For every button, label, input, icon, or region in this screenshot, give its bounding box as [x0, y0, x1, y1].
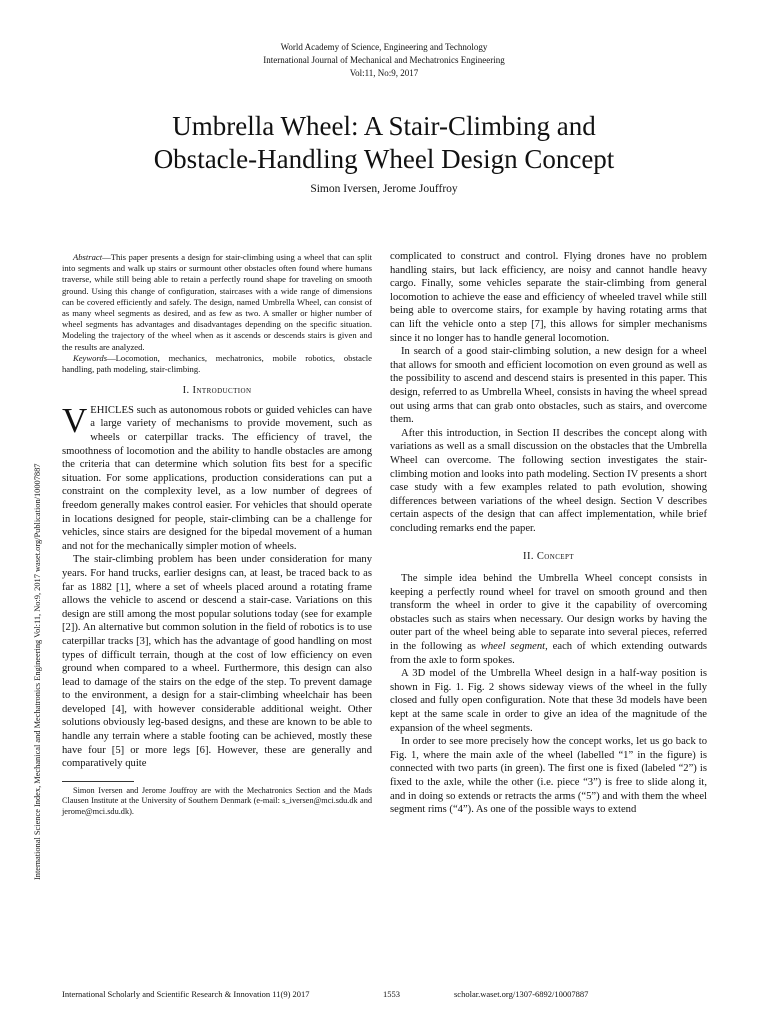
- footer-url: scholar.waset.org/1307-6892/10007887: [454, 989, 589, 999]
- section-heading-concept: II. Concept: [523, 551, 574, 563]
- title-line-1: Umbrella Wheel: A Stair-Climbing and: [172, 111, 596, 141]
- footnote-rule: [62, 781, 134, 782]
- journal-line-2: International Journal of Mechanical and Mechatronics Engineering: [263, 55, 505, 65]
- concept-paragraph-2: A 3D model of the Umbrella Wheel design in a half-way position is shown in Fig. 1. Fig. 2 shows sideway views of the wheel in the fully closed and fully open configuration. Note that these 3d models have been kept at the same scale in order to give an idea of the magnitude of the expansion of the wheel segments.: [390, 668, 707, 734]
- intro-paragraph-cont: complicated to construct and control. Flying drones have no problem handling stairs, but lack efficiency, are noisy and cannot handle heavy cargo. Finally, some vehicles separate the stair-climbing from general locomotion to achieve the ease and efficiency of wheeled travel while still being able to overcome stairs, for example by having rotating arms that can lift the vehicle onto a step [7], this allows for simpler mechanisms since it no longer has to handle general locomotion.: [390, 251, 707, 344]
- journal-line-3: Vol:11, No:9, 2017: [349, 68, 419, 78]
- concept-paragraph-1: The simple idea behind the Umbrella Wheel concept consists in keeping a perfectly round wheel for travel on smooth ground and then transform the wheel in order to give it the capability of overcoming obstacles such as stairs when necessary. Our design works by having the outer part of the wheel being able to separate into several pieces, referred in the following as wheel segment, each of which extending outwards from the axle to form spokes.: [390, 573, 707, 666]
- intro-paragraph-3: In search of a good stair-climbing solution, a new design for a wheel that allows for smooth and efficient locomotion on even ground as well as the possibility to ascend and descend stairs is presented in this paper. This design, referred to as Umbrella Wheel, consists in having the wheel spread out using arms that can grab onto obstacles, such as stairs, and overcome them.: [390, 346, 707, 426]
- authors: Simon Iversen, Jerome Jouffroy: [310, 183, 458, 195]
- right-column: [390, 250, 707, 817]
- side-margin-note: International Science Index, Mechanical and Mechatronics Engineering Vol:11, No:9, 2017 waset.org/Publication/10007887: [33, 463, 42, 880]
- journal-line-1: World Academy of Science, Engineering and Technology: [280, 42, 488, 52]
- concept-paragraph-3: In order to see more precisely how the concept works, let us go back to Fig. 1, where the main axle of the wheel (labelled “1” in the figure) is connected with two parts (in green). The first one is fixed (labeled “2”) is fixed to the axle, while the other (i.e. piece “3”) is free to slide along it, and in doing so extends or retracts the arms (“5”) and with them the wheel segment rims (“4”). As one of the possible ways to extend: [390, 736, 707, 816]
- abstract-text: —This paper presents a design for stair-climbing using a wheel that can split into segments and walk up stairs or surmount other obstacles often found where humans traverse, while still being able to retain a perfectly round shape for traveling on smooth ground. Using this change of configuration, staircases with a wide range of dimensions can be covered efficiently and safely. The design, named Umbrella Wheel, can consist of as many wheel segments as desired, and as few as two. A smaller or higher number of wheel segments has advantages and disadvantages depending on the specific situation. Modeling the trajectory of the wheel when as it ascends or descends stairs is given and the results are analyzed.: [62, 252, 372, 352]
- page-number: 1553: [383, 989, 400, 999]
- intro-paragraph-2: The stair-climbing problem has been under consideration for many years. For hand trucks, earlier designs can, at least, be traced back to as far as 1882 [1], where a set of wheels placed around a rotating frame allows the vehicle to ascend or descend a stair-case. Variations on this design are still among the most popular solutions today (see for example [2]). An alternative but common solution in the field of robotics is to use caterpillar tracks [3], which has the advantage of good handling on most types of difficult terrain, though at the cost of low efficiency on even ground when compared to a wheel. Furthermore, this design can also lead to damage of the stairs on the edge of the step. To prevent damage to the environment, a design for a stair-climbing wheelchair has been developed [4], with however considerable additional weight. Other solutions obviously leg-based designs, and these are known to be able to handle any terrain where a stable footing can be achieved, mostly these have four [5] or more legs [6]. However, these are generally and comparatively quite: [62, 554, 372, 770]
- title-line-2: Obstacle-Handling Wheel Design Concept: [153, 144, 615, 174]
- abstract: [62, 252, 372, 353]
- keywords-label: Keywords: [73, 352, 108, 363]
- paper-title: [0, 110, 768, 176]
- section-heading-introduction: I. Introduction: [182, 385, 252, 397]
- drop-cap: V: [62, 400, 88, 440]
- left-column: [62, 252, 372, 817]
- author-footnote: Simon Iversen and Jerome Jouffroy are with the Mechatronics Section and the Mads Clausen Institute at the University of Southern Denmark (e-mail: s_iversen@mci.sdu.dk and jerome@mci.sdu.dk).: [62, 785, 372, 816]
- keywords-text: —Locomotion, mechanics, mechatronics, mobile robotics, obstacle handling, path modeling, stair-climbing.: [62, 352, 372, 375]
- intro-paragraph-4: After this introduction, in Section II describes the concept along with variations as well as a small discussion on the obstacles that the Umbrella Wheel can overcome. The following section investigates the stair-climbing motion and looks into path modeling. Section IV presents a short case study with a few examples related to path evolution, showing differences between variations of the wheel design. Section V describes certain aspects of the design that can affect implementation, while brief concluding remarks end the paper.: [390, 427, 707, 534]
- abstract-label: Abstract: [73, 252, 103, 262]
- footer-citation: International Scholarly and Scientific Research & Innovation 11(9) 2017: [62, 989, 310, 999]
- journal-header: [0, 41, 768, 80]
- keywords: [62, 353, 372, 375]
- intro-paragraph-1: VEHICLES such as autonomous robots or guided vehicles can have a large variety of mechanisms to provide movement, such as wheels or caterpillar tracks. The efficiency of travel, the smoothness of locomotion and the ability to handle obstacles are among the criteria that can determine which solution fits best for a specific situation. For some applications, production considerations can put a constraint on the complexity level, as a low number of degrees of freedom generally makes control easier. For vehicles that should operate in locations designed for people, stair-climbing can be a challenge for vehicles, since stairs are designed for the bipedal movement of a human and not for the mechanically simpler motion of wheels.: [62, 400, 372, 552]
